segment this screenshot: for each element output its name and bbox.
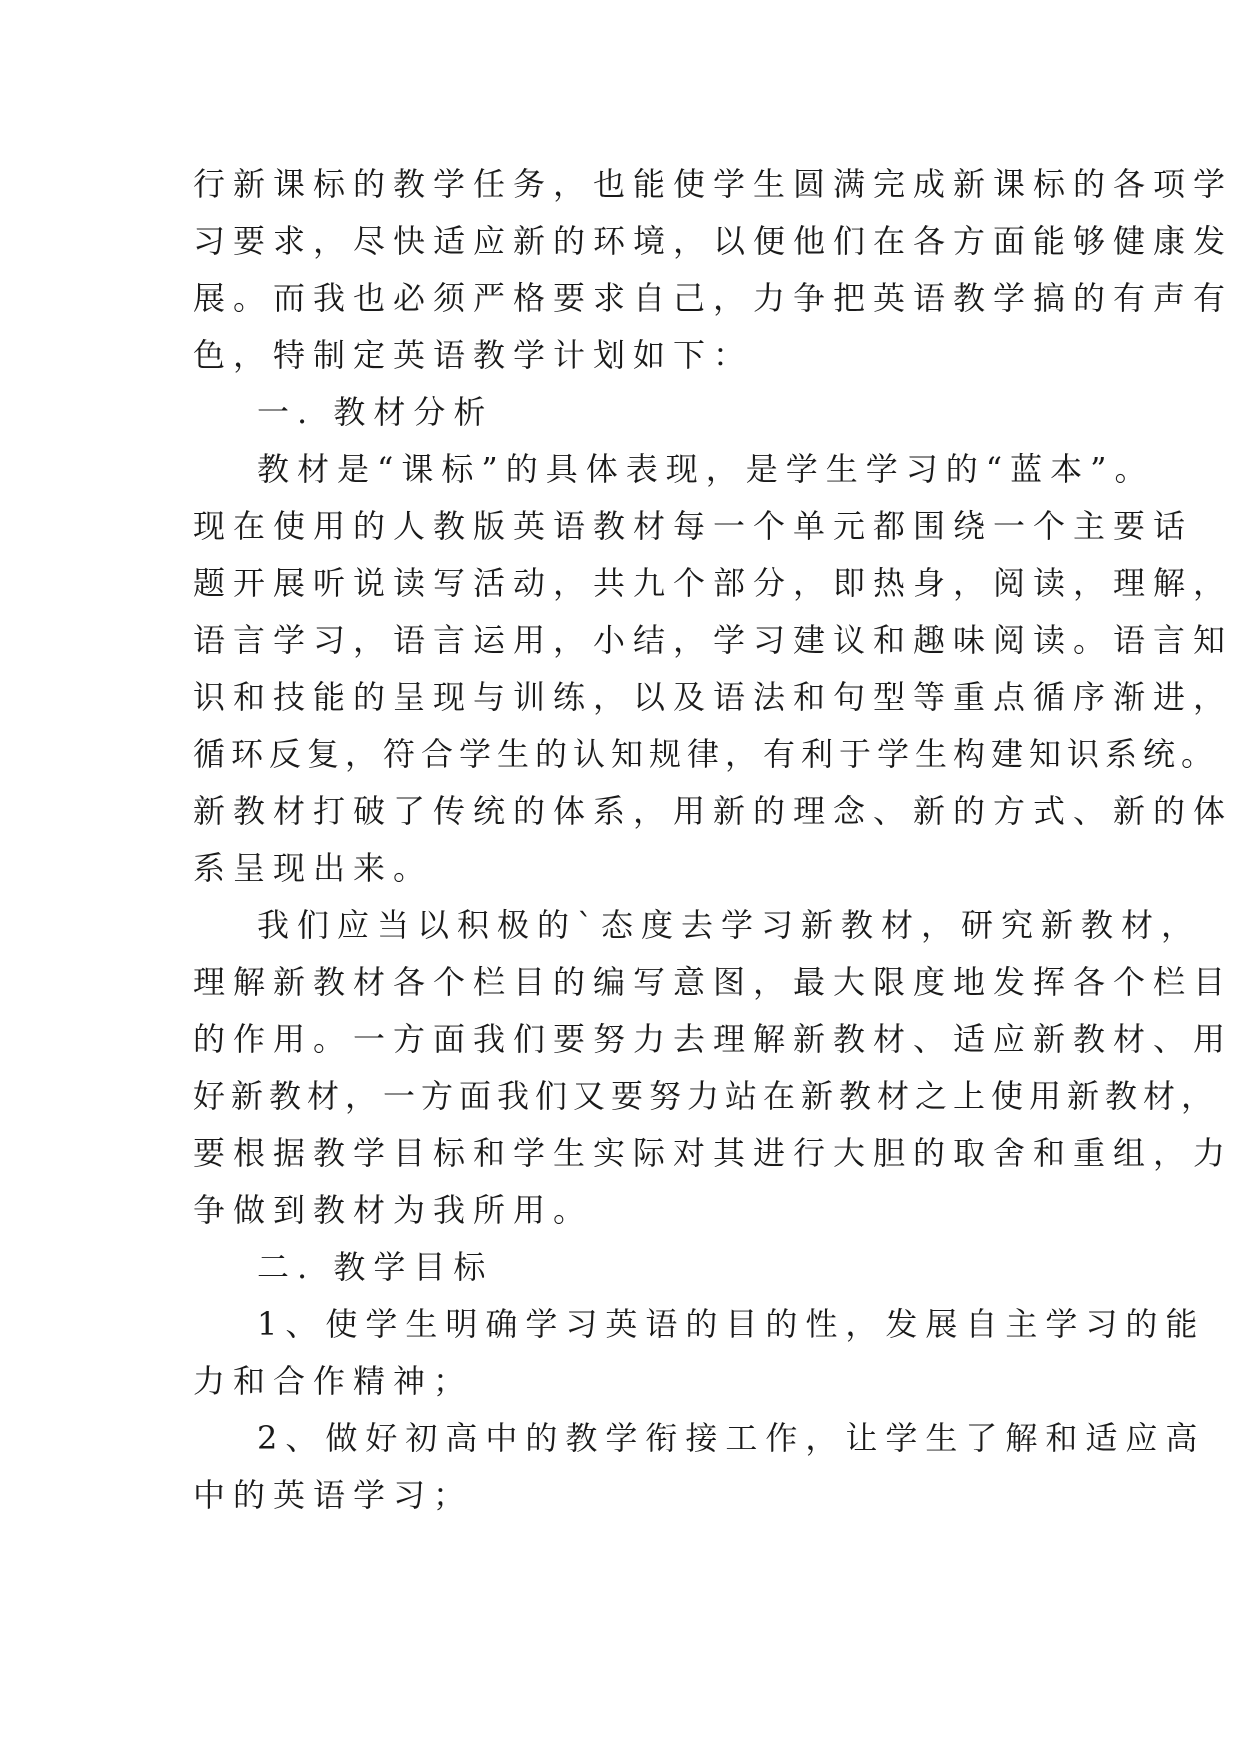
text-line: 习要求，尽快适应新的环境，以便他们在各方面能够健康发: [193, 222, 1234, 260]
text-line: 教材是“课标”的具体表现，是学生学习的“蓝本”。: [257, 450, 1155, 488]
text-line: 展。而我也必须严格要求自己，力争把英语教学搞的有声有: [193, 279, 1234, 317]
section-heading: 二. 教学目标: [257, 1248, 494, 1286]
text-line: 新教材打破了传统的体系，用新的理念、新的方式、新的体: [193, 792, 1234, 830]
section-heading: 一. 教材分析: [257, 393, 494, 431]
text-line: 好新教材，一方面我们又要努力站在新教材之上使用新教材，: [193, 1077, 1220, 1115]
list-item: 2、做好初高中的教学衔接工作，让学生了解和适应高: [257, 1419, 1206, 1457]
text-line: 要根据教学目标和学生实际对其进行大胆的取舍和重组，力: [193, 1134, 1234, 1172]
text-line: 现在使用的人教版英语教材每一个单元都围绕一个主要话: [193, 507, 1194, 545]
text-line: 行新课标的教学任务，也能使学生圆满完成新课标的各项学: [193, 165, 1234, 203]
text-line: 循环反复，符合学生的认知规律，有利于学生构建知识系统。: [193, 735, 1220, 773]
text-line: 我们应当以积极的`态度去学习新教材，研究新教材，: [257, 906, 1202, 944]
text-line: 题开展听说读写活动，共九个部分，即热身，阅读，理解，: [193, 564, 1234, 602]
text-line: 识和技能的呈现与训练，以及语法和句型等重点循序渐进，: [193, 678, 1234, 716]
text-line: 力和合作精神；: [193, 1362, 474, 1400]
text-line: 中的英语学习；: [193, 1476, 474, 1514]
text-line: 争做到教材为我所用。: [193, 1191, 594, 1229]
text-line: 系呈现出来。: [193, 849, 434, 887]
text-line: 的作用。一方面我们要努力去理解新教材、适应新教材、用: [193, 1020, 1234, 1058]
text-line: 理解新教材各个栏目的编写意图，最大限度地发挥各个栏目: [193, 963, 1234, 1001]
text-line: 语言学习，语言运用，小结，学习建议和趣味阅读。语言知: [193, 621, 1234, 659]
list-item: 1、使学生明确学习英语的目的性，发展自主学习的能: [257, 1305, 1206, 1343]
text-line: 色，特制定英语教学计划如下：: [193, 336, 754, 374]
